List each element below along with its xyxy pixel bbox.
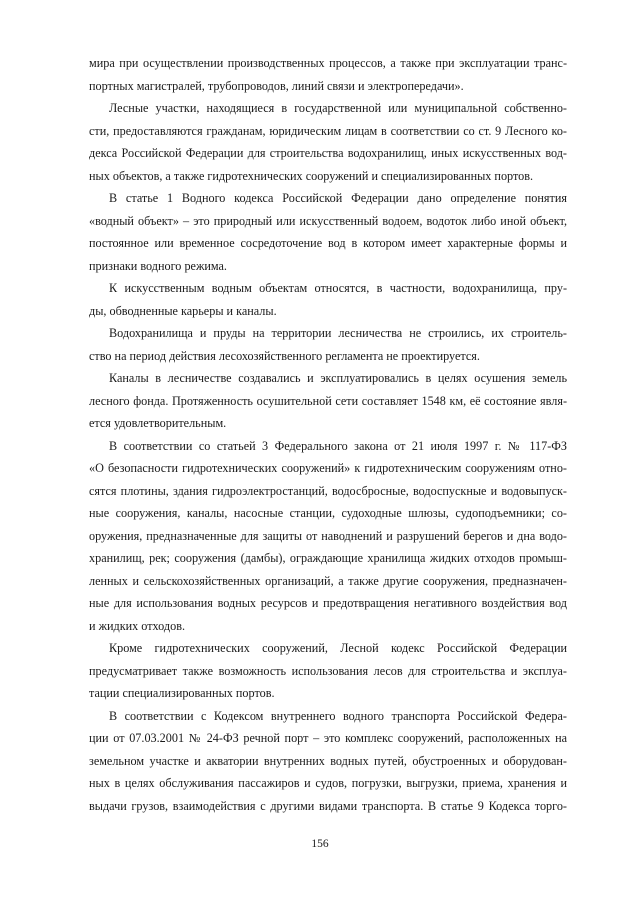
document-page [89, 52, 567, 817]
paragraph [89, 637, 567, 705]
text-line: ные для использования водных ресурсов и предотвращения негативного воздействия вод [89, 596, 567, 610]
paragraph [89, 705, 567, 818]
paragraph [89, 435, 567, 638]
text-line: тации специализированных портов. [89, 686, 275, 700]
text-line: Каналы в лесничестве создавались и эксплуатировались в целях осушения земель [109, 371, 567, 385]
text-line: ции от 07.03.2001 № 24-ФЗ речной порт – это комплекс сооружений, расположенных на [89, 731, 567, 745]
text-line: оружения, предназначенные для защиты от наводнений и разрушений берегов и дна водо- [89, 528, 567, 543]
text-line: В соответствии с Кодексом внутреннего водного транспорта Российской Федера- [109, 708, 567, 723]
text-line: мира при осуществлении производственных процессов, а также при эксплуатации транс- [89, 56, 567, 70]
text-line: ных в целях обслуживания пассажиров и судов, погрузки, выгрузки, приема, хранения и [89, 776, 567, 790]
paragraph [89, 52, 567, 97]
text-line: «О безопасности гидротехнических сооружений» к гидротехническим сооружениям отно- [89, 461, 567, 475]
text-line: Водохранилища и пруды на территории лесничества не строились, их строитель- [109, 326, 567, 340]
text-line: лесного фонда. Протяженность осушительной сети составляет 1548 км, её состояние явля- [89, 393, 567, 408]
text-line: сти, предоставляются гражданам, юридическим лицам в соответствии со ст. 9 Лесного ко- [89, 123, 567, 138]
text-line: ленных и сельскохозяйственных организаций, а также другие сооружения, предназначен- [89, 573, 567, 588]
text-line: признаки водного режима. [89, 258, 227, 273]
text-line: декса Российской Федерации для строительства водохранилищ, иных искусственных вод- [89, 146, 567, 160]
text-line: земельном участке и акватории внутренних водных путей, обустроенных и оборудован- [89, 753, 567, 768]
paragraph [89, 277, 567, 322]
paragraph [89, 97, 567, 187]
text-line: В соответствии со статьей 3 Федерального закона от 21 июля 1997 г. № 117-ФЗ [109, 438, 567, 453]
text-line: ды, обводненные карьеры и каналы. [89, 303, 277, 318]
text-line: предусматривает также возможность использования лесов для строительства и эксплуа- [89, 663, 567, 678]
text-line: ется удовлетворительным. [89, 416, 227, 430]
text-line: выдачи грузов, взаимодействия с другими видами транспорта. В статье 9 Кодекса торго- [89, 798, 567, 813]
text-line: «водный объект» – это природный или искусственный водоем, водоток либо иной объект, [89, 213, 567, 228]
text-line: ство на период действия лесохозяйственного регламента не проектируется. [89, 348, 480, 363]
paragraph [89, 322, 567, 367]
page-number: 156 [311, 838, 329, 850]
text-line: сятся плотины, здания гидроэлектростанций, водосбросные, водоспускные и водовыпуск- [89, 483, 567, 498]
text-line: К искусственным водным объектам относятся, в частности, водохранилища, пру- [109, 281, 567, 295]
paragraph [89, 187, 567, 277]
text-line: и жидких отходов. [89, 618, 186, 633]
text-line: ных объектов, а также гидротехнических сооружений и специализированных портов. [89, 168, 534, 183]
text-line: ные сооружения, каналы, насосные станции, судоходные шлюзы, судоподъемники; со- [89, 506, 567, 520]
text-line: портных магистралей, трубопроводов, линий связи и электропередачи». [89, 78, 464, 93]
text-line: постоянное или временное сосредоточение вод в котором имеет характерные формы и [89, 236, 567, 250]
text-line: Лесные участки, находящиеся в государственной или муниципальной собственно- [109, 101, 567, 115]
paragraph [89, 367, 567, 435]
text-line: хранилищ, рек; сооружения (дамбы), ограждающие хранилища жидких отходов промыш- [89, 551, 567, 565]
text-line: В статье 1 Водного кодекса Российской Федерации дано определение понятия [109, 191, 567, 205]
text-line: Кроме гидротехнических сооружений, Лесной кодекс Российской Федерации [109, 641, 567, 655]
